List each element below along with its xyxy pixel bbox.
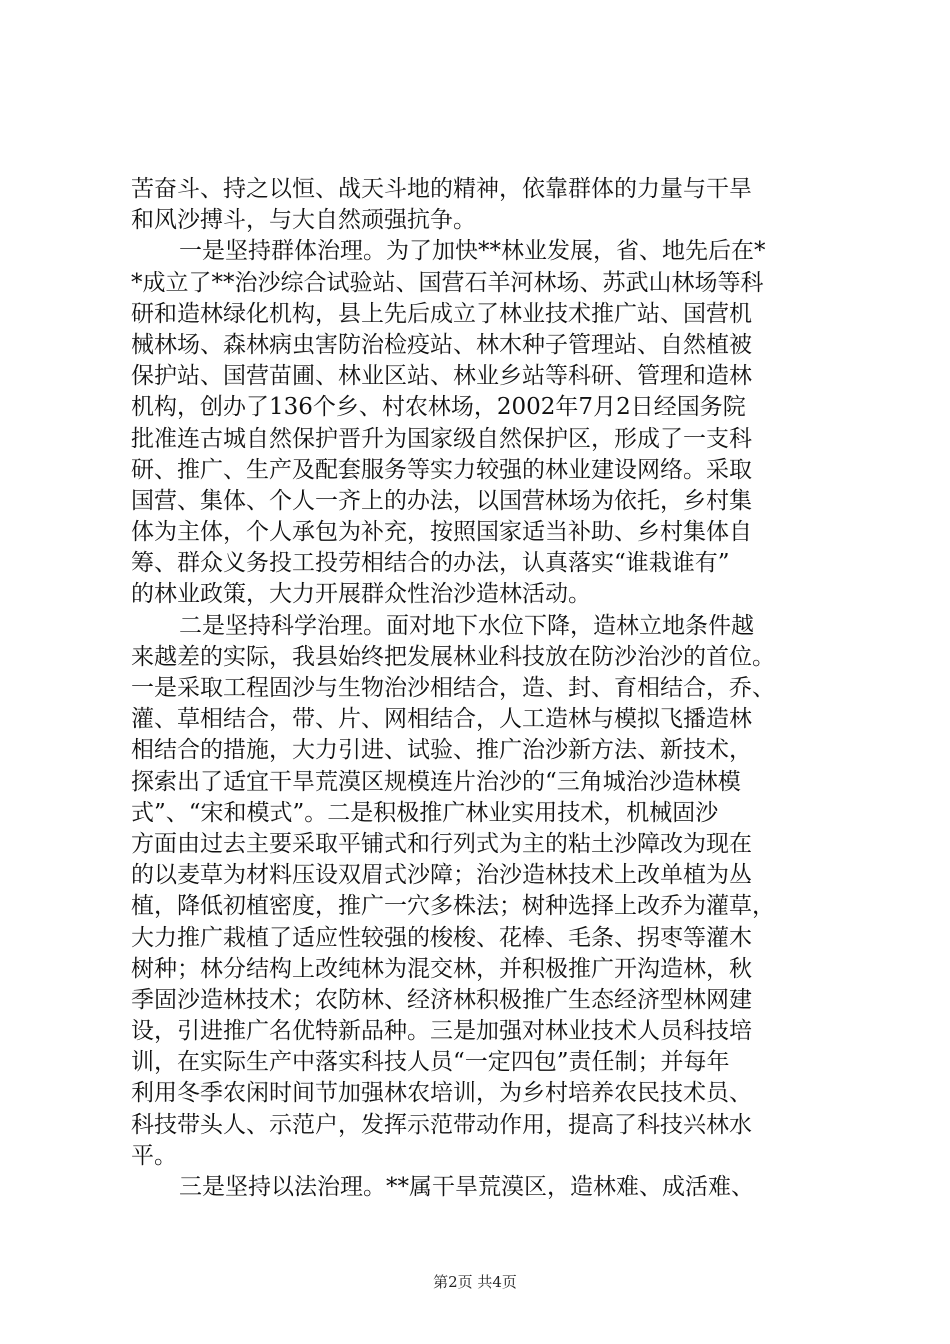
text-line: 国营、集体、个人一齐上的办法，以国营林场为依托，乡村集 — [131, 487, 752, 514]
text-line: 一是采取工程固沙与生物治沙相结合，造、封、育相结合，乔、 — [131, 675, 775, 701]
text-line: *成立了**治沙综合试验站、国营石羊河林场、苏武山林场等科 — [131, 269, 764, 296]
text-line: 平。 — [131, 1142, 177, 1169]
page-number-footer: 第2页 共4页 — [433, 1273, 517, 1291]
text-line: 来越差的实际，我县始终把发展林业科技放在防沙治沙的首位。 — [131, 643, 775, 670]
text-line: 械林场、森林病虫害防治检疫站、林木种子管理站、自然植被 — [131, 331, 752, 358]
text-line: 设，引进推广名优特新品种。三是加强对林业技术人员科技培 — [131, 1018, 752, 1045]
text-line: 研、推广、生产及配套服务等实力较强的林业建设网络。采取 — [131, 456, 752, 483]
text-line: 科技带头人、示范户，发挥示范带动作用，提高了科技兴林水 — [131, 1111, 752, 1138]
text-line: 批准连古城自然保护晋升为国家级自然保护区，形成了一支科 — [131, 425, 752, 452]
text-line: 季固沙造林技术；农防林、经济林积极推广生态经济型林网建 — [131, 986, 752, 1013]
text-line: 的以麦草为材料压设双眉式沙障；治沙造林技术上改单植为丛 — [131, 862, 752, 889]
text-line: 相结合的措施，大力引进、试验、推广治沙新方法、新技术， — [131, 737, 752, 764]
text-line: 探索出了适宜干旱荒漠区规模连片治沙的“三角城治沙造林模 — [131, 768, 741, 795]
text-line: 苦奋斗、持之以恒、战天斗地的精神，依靠群体的力量与干旱 — [131, 176, 752, 202]
text-line: 灌、草相结合，带、片、网相结合，人工造林与模拟飞播造林 — [131, 706, 752, 733]
paragraph-start-line: 一是坚持群体治理。为了加快**林业发展，省、地先后在* — [179, 238, 766, 265]
text-line: 筹、群众义务投工投劳相结合的办法，认真落实“谁栽谁有” — [131, 550, 730, 577]
text-line: 树种；林分结构上改纯林为混交林，并积极推广开沟造林，秋 — [131, 955, 752, 982]
text-line: 体为主体，个人承包为补充，按照国家适当补助、乡村集体自 — [131, 519, 752, 546]
text-line: 利用冬季农闲时间节加强林农培训，为乡村培养农民技术员、 — [131, 1080, 752, 1107]
text-line: 大力推广栽植了适应性较强的梭梭、花棒、毛条、拐枣等灌木 — [131, 924, 752, 951]
paragraph-start-line: 二是坚持科学治理。面对地下水位下降，造林立地条件越 — [179, 612, 754, 639]
body-text — [131, 174, 831, 1203]
text-line: 方面由过去主要采取平铺式和行列式为主的粘土沙障改为现在 — [131, 830, 752, 857]
text-line: 保护站、国营苗圃、林业区站、林业乡站等科研、管理和造林 — [131, 363, 752, 390]
text-line: 研和造林绿化机构，县上先后成立了林业技术推广站、国营机 — [131, 300, 752, 327]
text-line: 植，降低初植密度，推广一穴多株法；树种选择上改乔为灌草， — [131, 893, 775, 920]
text-line: 式”、“宋和模式”。二是积极推广林业实用技术，机械固沙 — [131, 799, 719, 826]
text-line: 训，在实际生产中落实科技人员“一定四包”责任制；并每年 — [131, 1049, 730, 1076]
text-line: 机构，创办了136个乡、村农林场，2002年7月2日经国务院 — [131, 394, 746, 421]
text-line: 和风沙搏斗，与大自然顽强抗争。 — [131, 207, 476, 234]
paragraph-start-line: 三是坚持以法治理。**属干旱荒漠区，造林难、成活难、 — [179, 1174, 754, 1200]
text-line: 的林业政策，大力开展群众性治沙造林活动。 — [131, 581, 591, 608]
